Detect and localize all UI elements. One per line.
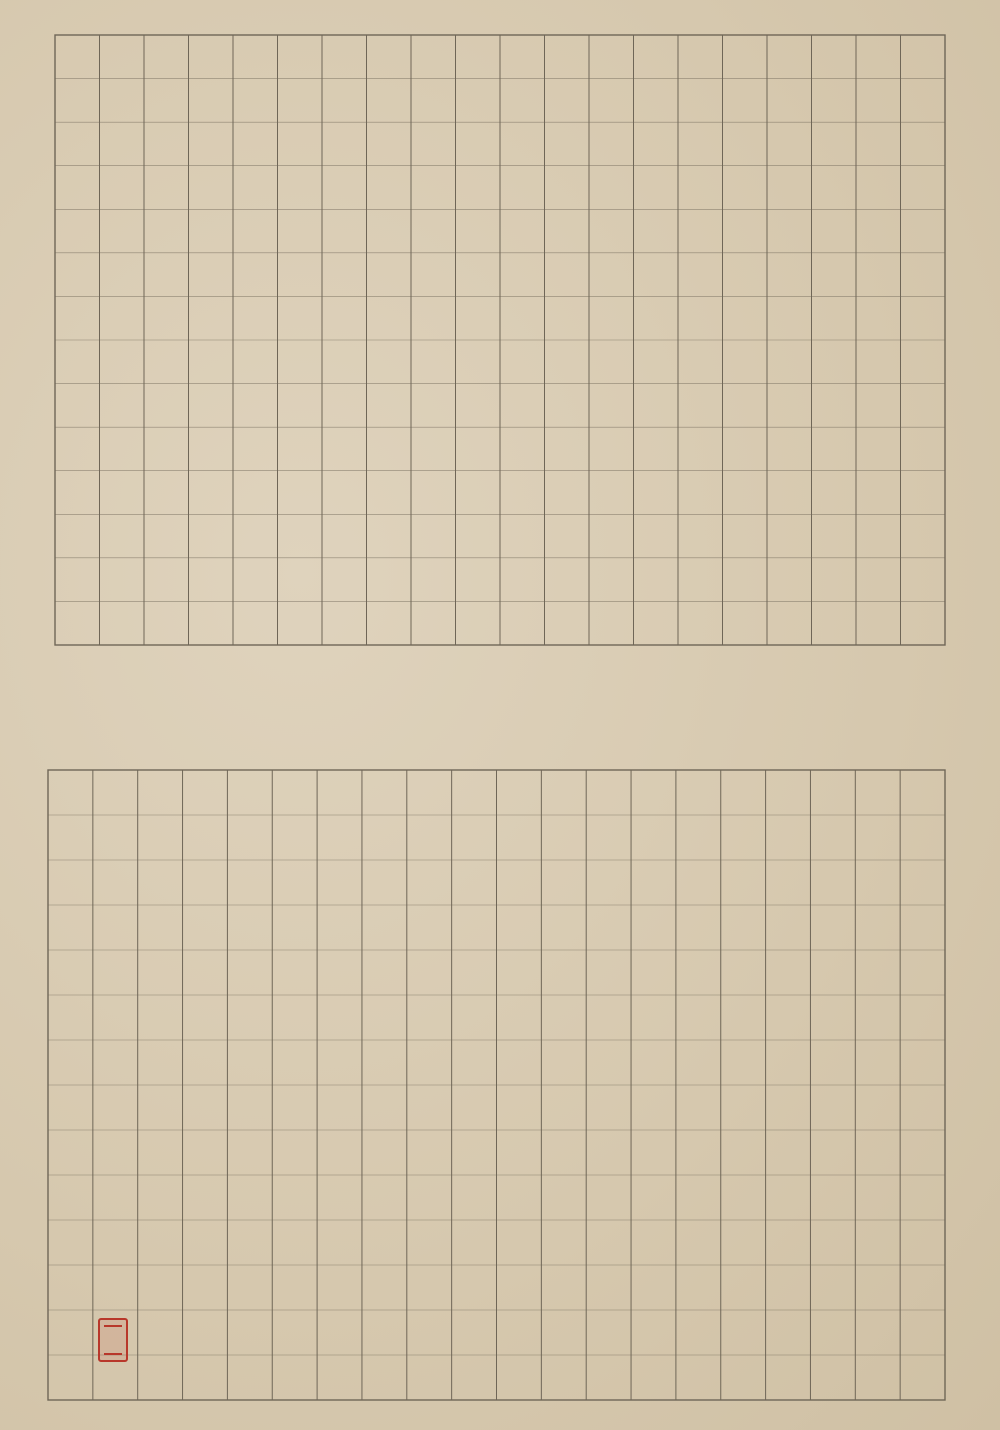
calligraphy-sheet-bottom <box>48 770 945 1400</box>
grid-lines <box>48 770 945 1400</box>
red-seal-stamp <box>98 1318 128 1362</box>
grid-lines <box>55 35 945 645</box>
calligraphy-sheet-top <box>55 35 945 645</box>
